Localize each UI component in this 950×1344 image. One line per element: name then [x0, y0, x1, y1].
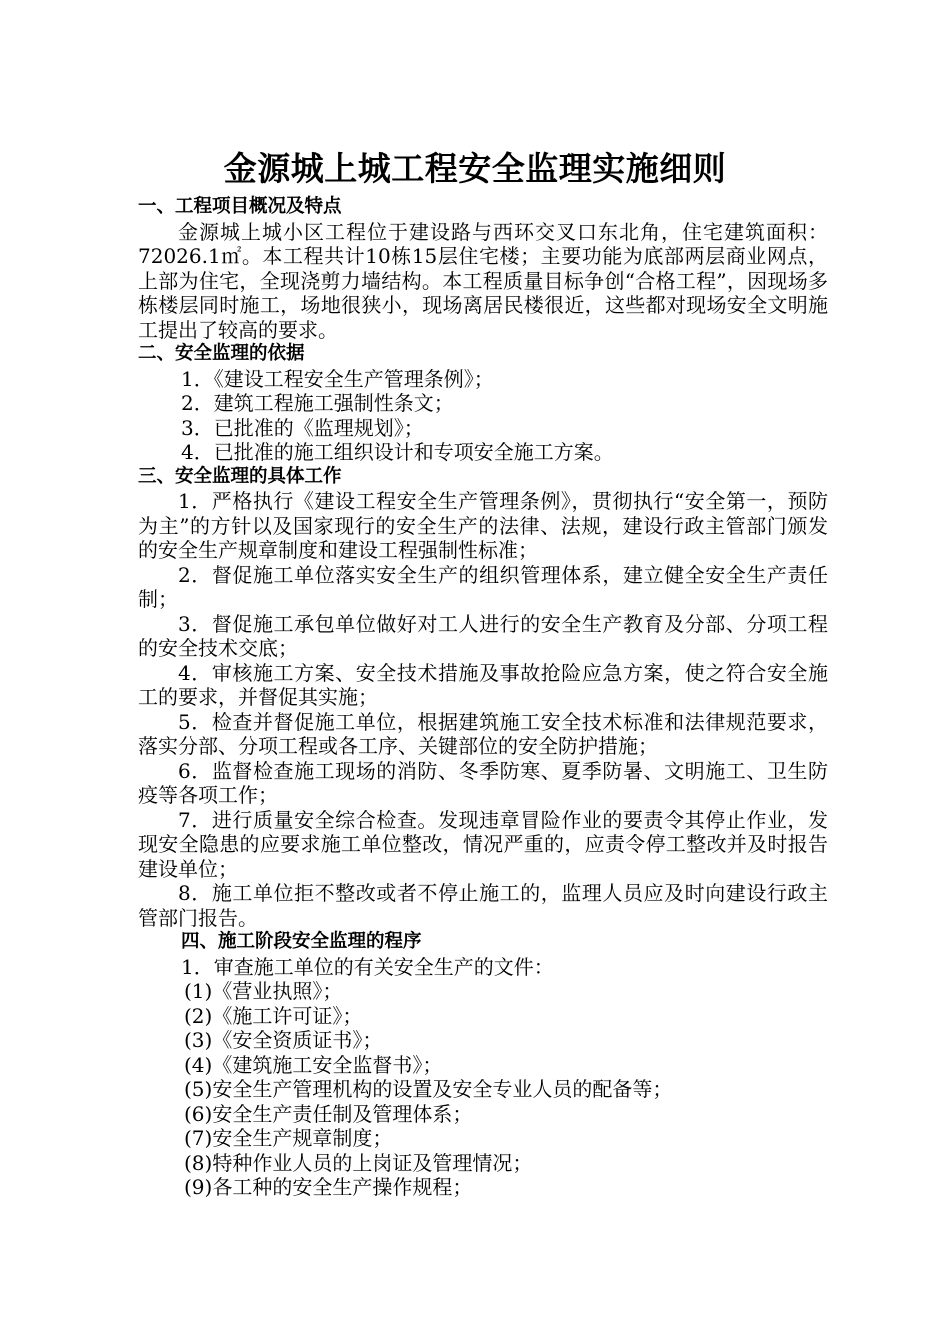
work-item: 7．进行质量安全综合检查。发现违章冒险作业的要责令其停止作业，发现安全隐患的应要求施工单位整改，情况严重的，应责令停工整改并及时报告建设单位； [138, 807, 828, 881]
basis-item: 1．《建设工程安全生产管理条例》； [181, 366, 494, 391]
overview-paragraph: 金源城上城小区工程位于建设路与西环交叉口东北角，住宅建筑面积：72026.1㎡。本工程共计10栋15层住宅楼；主要功能为底部两层商业网点，上部为住宅，全现浇剪力墙结构。本工程质量目标争创“合格工程”，因现场多栋楼层同时施工，场地很狭小，现场离居民楼很近，这些都对现场安全文明施工提出了较高的要求。 [138, 219, 828, 342]
procedure-item: (5)安全生产管理机构的设置及安全专业人员的配备等； [184, 1077, 673, 1101]
procedure-item: (4)《建筑施工安全监督书》； [184, 1052, 443, 1077]
work-item: 4．审核施工方案、安全技术措施及事故抢险应急方案，使之符合安全施工的要求，并督促其实施； [138, 660, 828, 709]
work-item: 3．督促施工承包单位做好对工人进行的安全生产教育及分部、分项工程的安全技术交底； [138, 611, 828, 660]
procedure-item: (2)《施工许可证》； [184, 1003, 363, 1028]
work-item: 1．严格执行《建设工程安全生产管理条例》，贯彻执行“安全第一，预防为主”的方针以及国家现行的安全生产的法律、法规，建设行政主管部门颁发的安全生产规章制度和建设工程强制性标准； [138, 489, 828, 562]
basis-item: 2．建筑工程施工强制性条文； [181, 391, 454, 415]
section-heading-work: 三、安全监理的具体工作 [138, 465, 342, 487]
procedure-item: (8)特种作业人员的上岗证及管理情况； [184, 1150, 533, 1175]
procedure-item: (3)《安全资质证书》； [184, 1028, 383, 1052]
procedure-item: (7)安全生产规章制度； [184, 1126, 393, 1150]
work-item: 6．监督检查施工现场的消防、冬季防寒、夏季防暑、文明施工、卫生防疫等各项工作； [138, 758, 828, 807]
document-body [138, 195, 828, 1200]
work-item: 2．督促施工单位落实安全生产的组织管理体系，建立健全安全生产责任制； [138, 562, 828, 611]
basis-item: 3．已批准的《监理规划》； [181, 415, 424, 440]
basis-item: 4．已批准的施工组织设计和专项安全施工方案。 [181, 440, 614, 464]
work-item: 5．检查并督促施工单位，根据建筑施工安全技术标准和法律规范要求，落实分部、分项工程或各工序、关键部位的安全防护措施； [138, 709, 828, 758]
procedure-item: (1)《营业执照》； [184, 979, 343, 1003]
page-title: 金源城上城工程安全监理实施细则 [223, 152, 727, 188]
procedure-item: (6)安全生产责任制及管理体系； [184, 1101, 473, 1126]
section-heading-procedure: 四、施工阶段安全监理的程序 [181, 931, 422, 952]
procedure-item: (9)各工种的安全生产操作规程； [184, 1175, 473, 1199]
procedure-intro: 1．审查施工单位的有关安全生产的文件： [181, 954, 554, 979]
section-heading-overview: 一、工程项目概况及特点 [138, 196, 342, 217]
work-item: 8．施工单位拒不整改或者不停止施工的，监理人员应及时向建设行政主管部门报告。 [138, 881, 828, 930]
section-heading-basis: 二、安全监理的依据 [138, 343, 305, 364]
